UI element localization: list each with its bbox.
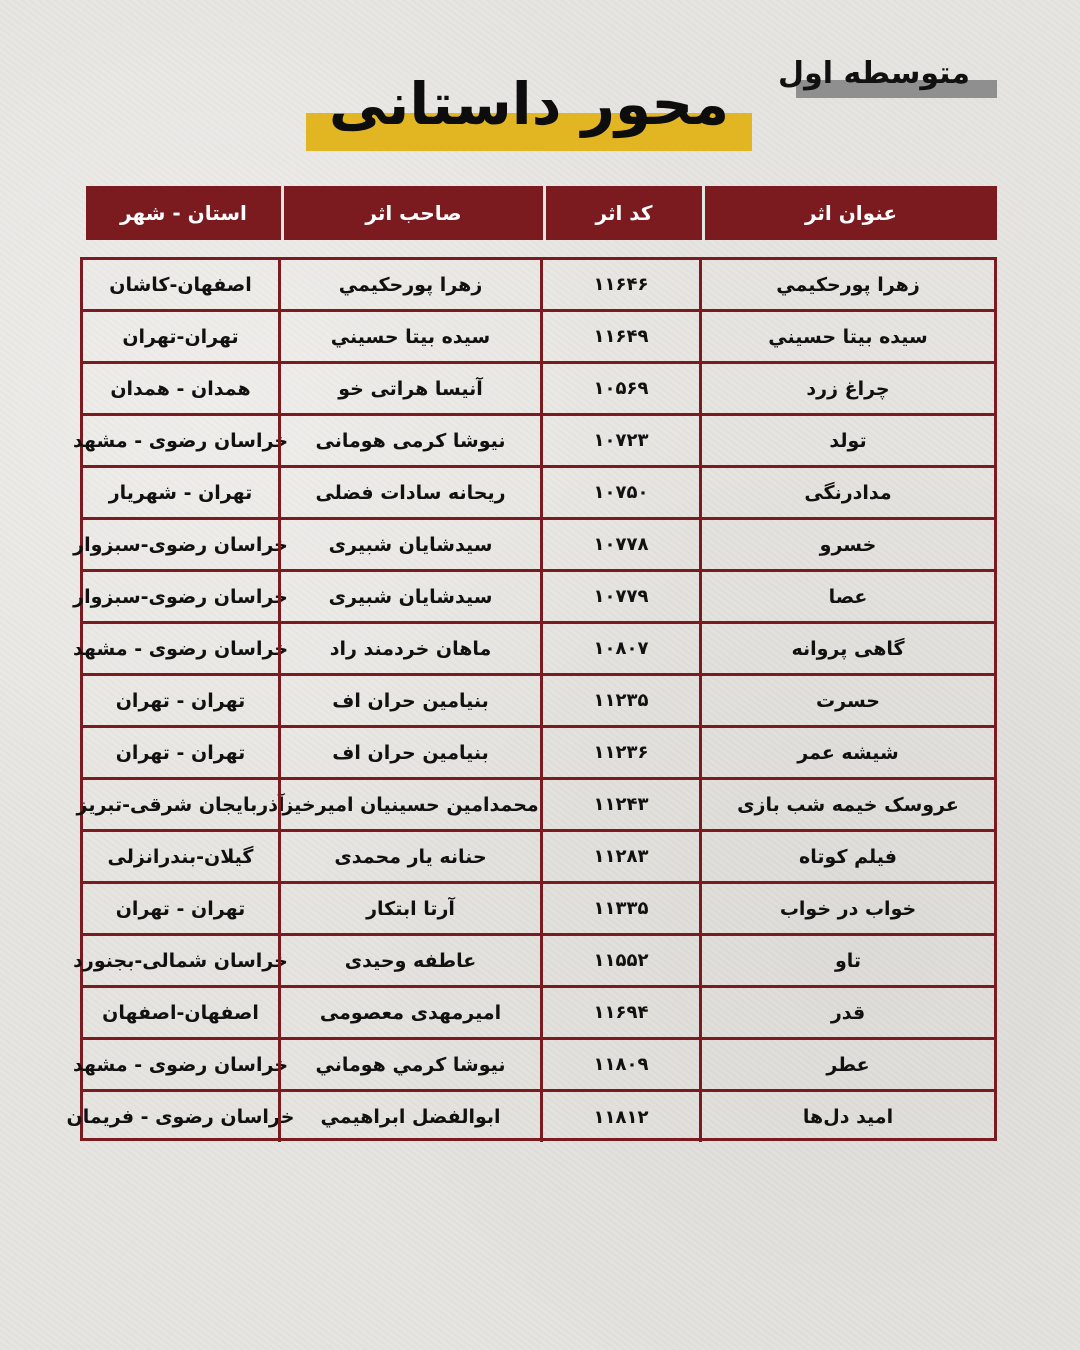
header-title: عنوان اثر (702, 186, 997, 240)
cell-city: خراسان رضوی-سبزوار (73, 533, 288, 556)
cell-title: چراغ زرد (699, 364, 994, 413)
header-city: استان - شهر (86, 186, 281, 240)
cell-city: خراسان رضوی - مشهد (72, 637, 289, 660)
cell-author: سیدشایان شبیری (278, 520, 540, 569)
table-row (72, 416, 994, 468)
cell-city: تهران - شهریار (108, 481, 253, 504)
header-author: صاحب اثر (281, 186, 543, 240)
cell-city: اصفهان-کاشان (109, 273, 252, 296)
table-row (83, 728, 994, 780)
cell-city: اصفهان-اصفهان (102, 1001, 259, 1024)
cell-city: گیلان-بندرانزلی (107, 845, 254, 868)
cell-code: ۱۱۲۳۵ (540, 676, 699, 725)
cell-code: ۱۰۷۷۹ (540, 572, 699, 621)
cell-author: سیدشایان شبیری (278, 572, 540, 621)
cell-title: گاهی پروانه (699, 624, 994, 673)
level-label: متوسطه اول (778, 56, 970, 91)
cell-city: تهران - تهران (115, 741, 246, 764)
cell-author: عاطفه وحیدی (278, 936, 540, 985)
cell-code: ۱۰۷۵۰ (540, 468, 699, 517)
cell-title: عصا (699, 572, 994, 621)
cell-title: خسرو (699, 520, 994, 569)
table-row (83, 312, 994, 364)
cell-title: قدر (699, 988, 994, 1037)
cell-title: تاو (699, 936, 994, 985)
table-row (83, 260, 994, 312)
cell-code: ۱۰۷۷۸ (540, 520, 699, 569)
cell-author: ابوالفضل ابراهیمي (278, 1092, 540, 1142)
cell-author: حنانه یار محمدی (278, 832, 540, 881)
cell-author: ریحانه سادات فضلی (278, 468, 540, 517)
table-row (73, 520, 994, 572)
cell-code: ۱۱۳۳۵ (540, 884, 699, 933)
cell-title: عروسک خیمه شب بازی (699, 780, 994, 829)
table-row (83, 884, 994, 936)
table-row (76, 780, 994, 832)
cell-code: ۱۰۸۰۷ (540, 624, 699, 673)
cell-city: خراسان رضوی-سبزوار (73, 585, 288, 608)
cell-code: ۱۱۶۴۹ (540, 312, 699, 361)
cell-code: ۱۱۶۴۶ (540, 260, 699, 309)
cell-code: ۱۰۷۲۳ (540, 416, 699, 465)
cell-title: فیلم کوتاه (699, 832, 994, 881)
cell-author: بنیامین حران اف (278, 676, 540, 725)
cell-title: عطر (699, 1040, 994, 1089)
table-header (80, 186, 997, 240)
cell-author: بنیامین حران اف (278, 728, 540, 777)
cell-code: ۱۱۶۹۴ (540, 988, 699, 1037)
table-row (83, 988, 994, 1040)
cell-code: ۱۰۵۶۹ (540, 364, 699, 413)
cell-title: شیشه عمر (699, 728, 994, 777)
cell-city: همدان - همدان (110, 377, 251, 400)
cell-code: ۱۱۸۰۹ (540, 1040, 699, 1089)
cell-title: زهرا پورحکیمي (699, 260, 994, 309)
cell-city: خراسان رضوی - مشهد (72, 429, 289, 452)
table-row (72, 624, 994, 676)
cell-code: ۱۱۸۱۲ (540, 1092, 699, 1142)
cell-author: زهرا پورحکیمي (278, 260, 540, 309)
page-title: محور داستانی (328, 70, 730, 138)
table-row (66, 1092, 994, 1142)
cell-author: محمدامین حسینیان امیرخیز (278, 780, 540, 829)
cell-title: امید دل‌ها (699, 1092, 994, 1142)
cell-author: امیرمهدی معصومی (278, 988, 540, 1037)
cell-city: تهران-تهران (122, 325, 239, 348)
results-table (66, 257, 997, 1141)
cell-code: ۱۱۵۵۲ (540, 936, 699, 985)
cell-author: سیده بیتا حسیني (278, 312, 540, 361)
cell-author: آنیسا هراتی خو (278, 364, 540, 413)
cell-author: نیوشا کرمی هومانی (278, 416, 540, 465)
cell-author: ماهان خردمند راد (278, 624, 540, 673)
table-row (83, 676, 994, 728)
cell-city: تهران - تهران (115, 689, 246, 712)
cell-author: آرتا ابتکار (278, 884, 540, 933)
cell-code: ۱۱۲۸۳ (540, 832, 699, 881)
table-row (73, 572, 994, 624)
cell-city: خراسان رضوی - فریمان (66, 1106, 295, 1128)
header-code: کد اثر (543, 186, 702, 240)
table-row (83, 364, 994, 416)
table-row (72, 1040, 994, 1092)
cell-city: خراسان رضوی - مشهد (72, 1053, 289, 1076)
cell-author: نیوشا کرمي هوماني (278, 1040, 540, 1089)
cell-title: خواب در خواب (699, 884, 994, 933)
cell-city: آذربایجان شرقی-تبریز (76, 793, 285, 816)
cell-code: ۱۱۲۳۶ (540, 728, 699, 777)
table-row (73, 936, 994, 988)
cell-city: خراسان شمالی-بجنورد (73, 949, 288, 972)
cell-title: سیده بیتا حسیني (699, 312, 994, 361)
table-row (83, 832, 994, 884)
cell-city: تهران - تهران (115, 897, 246, 920)
table-row (83, 468, 994, 520)
cell-title: تولد (699, 416, 994, 465)
cell-code: ۱۱۲۴۳ (540, 780, 699, 829)
cell-title: مدادرنگی (699, 468, 994, 517)
cell-title: حسرت (699, 676, 994, 725)
